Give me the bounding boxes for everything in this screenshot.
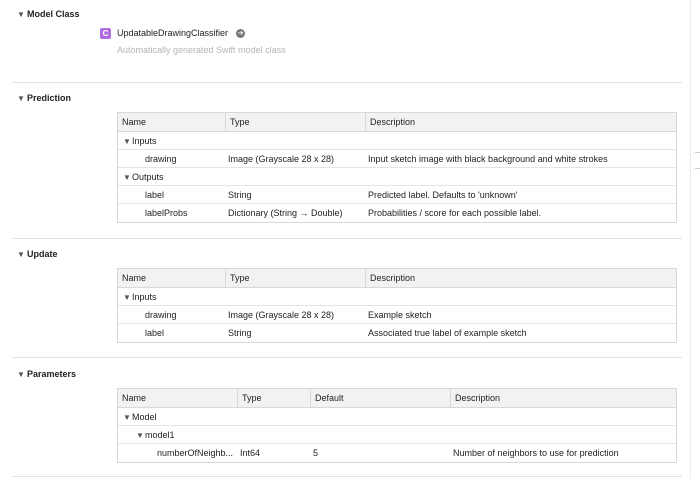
column-header-name[interactable]: Name: [122, 393, 147, 403]
cell-description: Input sketch image with black background and white strokes: [368, 154, 608, 164]
section-divider: [12, 357, 682, 358]
section-parameters-header[interactable]: [17, 369, 76, 379]
disclosure-triangle-icon[interactable]: ▼: [17, 94, 25, 103]
cell-name: numberOfNeighb...: [157, 448, 234, 458]
scrollbar-marker: [695, 168, 700, 169]
disclosure-triangle-icon[interactable]: ▼: [123, 413, 131, 422]
disclosure-triangle-icon[interactable]: ▼: [123, 137, 131, 146]
cell-type: String: [228, 328, 252, 338]
cell-description: Probabilities / score for each possible label.: [368, 208, 542, 218]
cell-description: Example sketch: [368, 310, 432, 320]
group-label: Inputs: [132, 292, 157, 302]
table-row[interactable]: [118, 204, 676, 222]
table-group-row-inputs[interactable]: [118, 288, 676, 306]
disclosure-triangle-icon[interactable]: ▼: [17, 370, 25, 379]
table-row[interactable]: [118, 306, 676, 324]
group-label: Outputs: [132, 172, 164, 182]
cell-description: Associated true label of example sketch: [368, 328, 527, 338]
navigate-arrow-icon[interactable]: ➔: [237, 30, 244, 37]
scrollbar-track[interactable]: [690, 0, 700, 479]
table-header-row: [118, 113, 676, 132]
section-update-header[interactable]: [17, 249, 58, 259]
disclosure-triangle-icon[interactable]: ▼: [123, 173, 131, 182]
cell-name: labelProbs: [145, 208, 188, 218]
group-label: Inputs: [132, 136, 157, 146]
update-table: [117, 268, 677, 343]
column-header-type[interactable]: Type: [225, 269, 365, 287]
scrollbar-marker: [695, 152, 700, 153]
group-label: model1: [145, 430, 175, 440]
cell-description: Number of neighbors to use for prediction: [453, 448, 619, 458]
table-row[interactable]: [118, 324, 676, 342]
cell-type: String: [228, 190, 252, 200]
section-title: Parameters: [27, 369, 77, 379]
cell-name: drawing: [145, 154, 177, 164]
cell-name: drawing: [145, 310, 177, 320]
table-row[interactable]: [118, 444, 676, 462]
column-header-name[interactable]: Name: [122, 117, 147, 127]
section-title: Prediction: [27, 93, 72, 103]
table-group-row-outputs[interactable]: [118, 168, 676, 186]
column-header-description[interactable]: Description: [450, 389, 676, 407]
table-row[interactable]: [118, 186, 676, 204]
section-title: Model Class: [27, 9, 80, 19]
disclosure-triangle-icon[interactable]: ▼: [123, 293, 131, 302]
swift-class-icon: C: [100, 28, 111, 39]
parameters-table: [117, 388, 677, 463]
column-header-default[interactable]: Default: [310, 389, 450, 407]
cell-type: Dictionary (String → Double): [228, 208, 343, 218]
section-model-class-header[interactable]: [17, 9, 80, 19]
column-header-description[interactable]: Description: [365, 113, 676, 131]
table-group-row-inputs[interactable]: [118, 132, 676, 150]
column-header-type[interactable]: Type: [225, 113, 365, 131]
section-title: Update: [27, 249, 58, 259]
disclosure-triangle-icon[interactable]: ▼: [17, 10, 25, 19]
column-header-description[interactable]: Description: [365, 269, 676, 287]
column-header-type[interactable]: Type: [237, 389, 310, 407]
model-class-description: Automatically generated Swift model class: [117, 45, 286, 55]
group-label: Model: [132, 412, 157, 422]
cell-description: Predicted label. Defaults to 'unknown': [368, 190, 518, 200]
cell-type: Int64: [240, 448, 261, 458]
cell-name: label: [145, 328, 165, 338]
table-header-row: [118, 389, 676, 408]
section-divider: [12, 82, 682, 83]
column-header-name[interactable]: Name: [122, 273, 147, 283]
table-header-row: [118, 269, 676, 288]
section-prediction-header[interactable]: [17, 93, 71, 103]
section-divider: [12, 238, 682, 239]
cell-default: 5: [313, 448, 319, 458]
model-class-name: UpdatableDrawingClassifier: [117, 28, 229, 38]
cell-type: Image (Grayscale 28 x 28): [228, 154, 335, 164]
prediction-table: [117, 112, 677, 223]
section-divider: [12, 476, 682, 477]
table-group-row-model1[interactable]: [118, 426, 676, 444]
cell-name: label: [145, 190, 165, 200]
cell-type: Image (Grayscale 28 x 28): [228, 310, 335, 320]
disclosure-triangle-icon[interactable]: ▼: [136, 431, 144, 440]
table-group-row-model[interactable]: [118, 408, 676, 426]
table-row[interactable]: [118, 150, 676, 168]
disclosure-triangle-icon[interactable]: ▼: [17, 250, 25, 259]
